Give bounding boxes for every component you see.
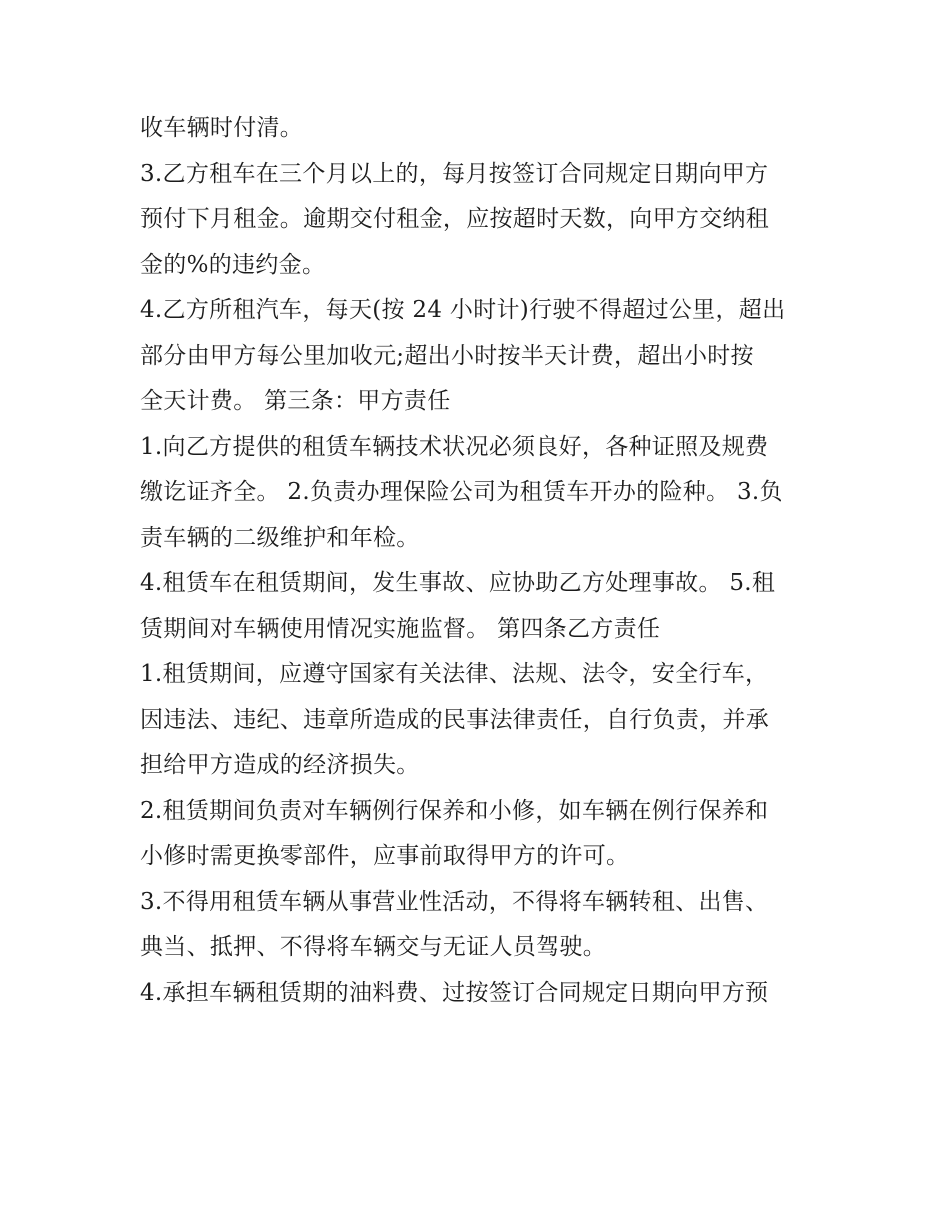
text-line: 1.向乙方提供的租赁车辆技术状况必须良好，各种证照及规费	[140, 433, 769, 460]
text-line: 金的%的违约金。	[140, 251, 326, 278]
text-line: 缴讫证齐全。 2.负责办理保险公司为租赁车开办的险种。 3.负	[140, 479, 783, 505]
text-line: 因违法、违纪、违章所造成的民事法律责任，自行负责，并承	[140, 706, 770, 733]
text-line: 3.不得用租赁车辆从事营业性活动，不得将车辆转租、出售、	[140, 888, 769, 915]
contract-text-body	[140, 106, 820, 1016]
text-line: 小修时需更换零部件，应事前取得甲方的许可。	[140, 843, 630, 869]
text-line: 全天计费。 第三条：甲方责任	[140, 388, 451, 414]
text-line: 4.租赁车在租赁期间，发生事故、应协助乙方处理事故。 5.租	[140, 570, 776, 596]
text-line: 部分由甲方每公里加收元;超出小时按半天计费，超出小时按	[140, 342, 754, 369]
text-line: 收车辆时付清。	[140, 115, 304, 141]
text-line: 2.租赁期间负责对车辆例行保养和小修，如车辆在例行保养和	[140, 797, 769, 824]
text-line: 4.承担车辆租赁期的油料费、过按签订合同规定日期向甲方预	[140, 979, 769, 1006]
text-line: 责车辆的二级维护和年检。	[140, 524, 420, 551]
text-line: 典当、抵押、不得将车辆交与无证人员驾驶。	[140, 934, 606, 960]
text-line: 担给甲方造成的经济损失。	[140, 752, 420, 778]
text-line: 3.乙方租车在三个月以上的，每月按签订合同规定日期向甲方	[140, 160, 769, 187]
text-line: 1.租赁期间，应遵守国家有关法律、法规、法令，安全行车，	[140, 661, 769, 687]
text-line: 预付下月租金。逾期交付租金，应按超时天数，向甲方交纳租	[140, 206, 770, 232]
text-line: 赁期间对车辆使用情况实施监督。 第四条乙方责任	[140, 615, 661, 642]
text-line: 4.乙方所租汽车，每天(按 24 小时计)行驶不得超过公里，超出	[140, 297, 786, 323]
